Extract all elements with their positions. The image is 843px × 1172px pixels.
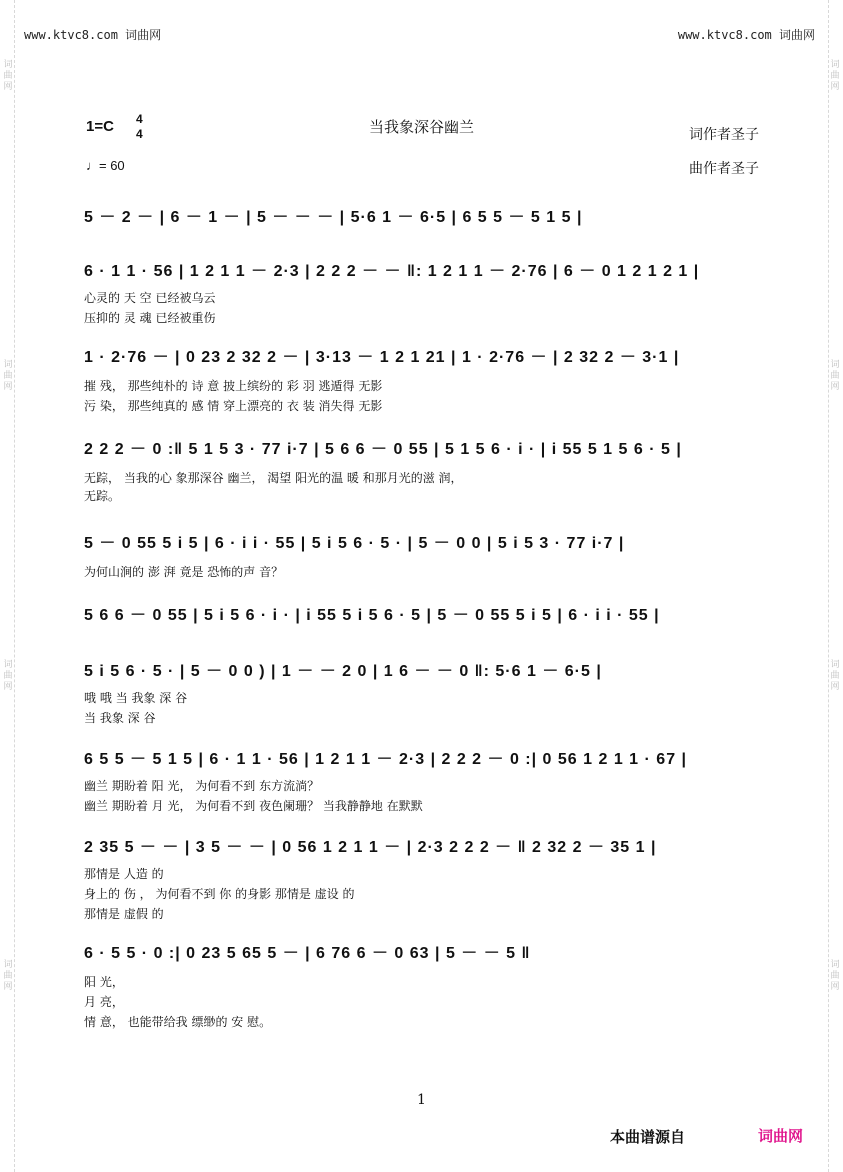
lyricist-credit: 词作者圣子: [689, 127, 759, 143]
lyric-line-12: 那情是 人造 的: [84, 867, 164, 881]
right-margin-border: [828, 0, 843, 1172]
lyric-line-2: 压抑的 灵 魂 已经被重伤: [84, 311, 216, 325]
watermark-left-2: 词曲网: [3, 360, 13, 392]
footer-source-label: 本曲谱源自: [610, 1129, 686, 1146]
left-margin-border: [0, 0, 15, 1172]
watermark-left-1: 词曲网: [3, 60, 13, 92]
lyric-line-11: 幽兰 期盼着 月 光， 为何看不到 夜色阑珊？ 当我静静地 在默默: [84, 799, 423, 813]
score-row-7: 5 i 5 6 · 5 · | 5 － 0 0 ) | 1 － － 2 0 | 1 6 － － 0 ‖: 5·6 1 － 6·5 |: [84, 663, 602, 680]
score-row-2: 6 · 1 1 · 56 | 1 2 1 1 － 2·3 | 2 2 2 － － ‖: 1 2 1 1 － 2·76 | 6 － 0 1 2 1 2 1 |: [84, 263, 700, 280]
lyric-line-17: 情 意， 也能带给我 缥缈的 安 慰。: [84, 1015, 272, 1029]
score-row-3: 1 · 2·76 － | 0 23 2 32 2 － | 3·13 － 1 2 1 21 | 1 · 2·76 － | 2 32 2 － 3·1 |: [84, 349, 680, 366]
header-site-left[interactable]: www.ktvc8.com 词曲网: [24, 28, 162, 42]
meter-top: 4: [136, 112, 143, 126]
lyric-line-6: 无踪。: [84, 489, 121, 503]
score-row-1: 5 － 2 － | 6 － 1 － | 5 － － － | 5·6 1 － 6·5 | 6 5 5 － 5 1 5 |: [84, 209, 583, 226]
watermark-right-4: 词曲网: [830, 960, 840, 992]
lyric-line-10: 幽兰 期盼着 阳 光， 为何看不到 东方流淌？: [84, 779, 320, 793]
lyric-line-7: 为何山涧的 澎 湃 竟是 恐怖的声 音？: [84, 565, 284, 579]
watermark-right-3: 词曲网: [830, 660, 840, 692]
lyric-line-5: 无踪， 当我的心 象那深谷 幽兰， 渴望 阳光的温 暖 和那月光的滋 润，: [84, 471, 463, 485]
score-row-4: 2 2 2 － 0 :‖ 5 1 5 3 · 77 i·7 | 5 6 6 － 0 55 | 5 1 5 6 · i · | i 55 5 1 5 6 · 5 |: [84, 441, 682, 458]
lyric-line-8: 哦 哦 当 我象 深 谷: [84, 691, 188, 705]
lyric-line-16: 月 亮，: [84, 995, 124, 1009]
watermark-left-4: 词曲网: [3, 960, 13, 992]
lyric-line-14: 那情是 虚假 的: [84, 907, 164, 921]
score-row-8: 6 5 5 － 5 1 5 | 6 · 1 1 · 56 | 1 2 1 1 － 2·3 | 2 2 2 － 0 :| 0 56 1 2 1 1 · 67 |: [84, 751, 688, 768]
lyric-line-4: 污 染， 那些纯真的 感 情 穿上漂亮的 衣 装 消失得 无影: [84, 399, 383, 413]
watermark-left-3: 词曲网: [3, 660, 13, 692]
tempo-marking: ♩= 60: [86, 158, 125, 173]
watermark-right-2: 词曲网: [830, 360, 840, 392]
watermark-right-1: 词曲网: [830, 60, 840, 92]
score-row-9: 2 35 5 － － | 3 5 － － | 0 56 1 2 1 1 － | 2·3 2 2 2 － ‖ 2 32 2 － 35 1 |: [84, 839, 657, 856]
meter-bottom: 4: [136, 127, 143, 141]
score-row-5: 5 － 0 55 5 i 5 | 6 · i i · 55 | 5 i 5 6 · 5 · | 5 － 0 0 | 5 i 5 3 · 77 i·7 |: [84, 535, 625, 552]
lyric-line-1: 心灵的 天 空 已经被乌云: [84, 291, 216, 305]
page-number: 1: [417, 1092, 426, 1108]
score-row-6: 5 6 6 － 0 55 | 5 i 5 6 · i · | i 55 5 i 5 6 · 5 | 5 － 0 55 5 i 5 | 6 · i i · 55 |: [84, 607, 660, 624]
lyric-line-9: 当 我象 深 谷: [84, 711, 156, 725]
song-title: 当我象深谷幽兰: [368, 118, 474, 136]
key-signature: 1=C: [86, 118, 114, 135]
composer-credit: 曲作者圣子: [689, 161, 759, 177]
header-site-right[interactable]: www.ktvc8.com 词曲网: [677, 28, 815, 42]
lyric-line-15: 阳 光，: [84, 975, 124, 989]
lyric-line-3: 摧 残， 那些纯朴的 诗 意 披上缤纷的 彩 羽 逃遁得 无影: [84, 379, 383, 393]
footer-brand-logo[interactable]: 词曲网: [758, 1128, 804, 1145]
lyric-line-13: 身上的 伤 ， 为何看不到 你 的身影 那情是 虚设 的: [84, 887, 355, 901]
score-row-10: 6 · 5 5 · 0 :| 0 23 5 65 5 － | 6 76 6 － 0 63 | 5 － － 5 ‖: [84, 945, 531, 962]
time-signature: [136, 112, 143, 142]
